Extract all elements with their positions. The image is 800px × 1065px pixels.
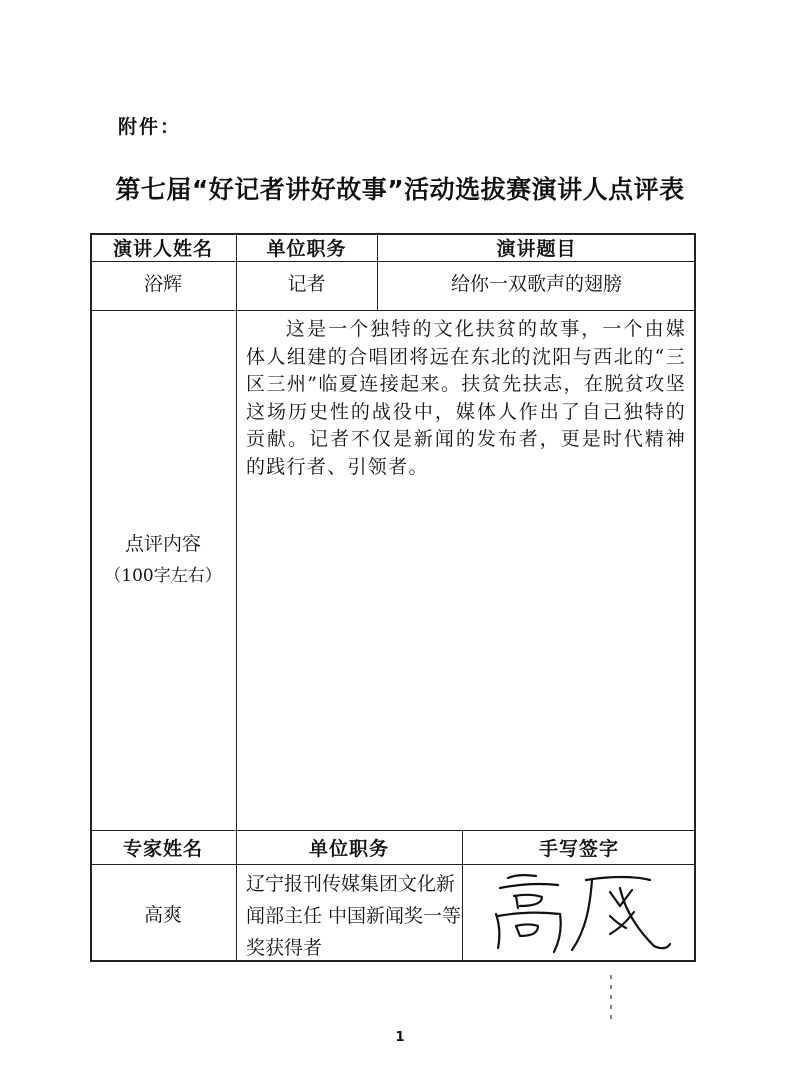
handwritten-signature <box>470 866 690 956</box>
speaker-unit: 记者 <box>287 272 326 295</box>
speaker-name: 浴辉 <box>143 272 182 295</box>
attachment-label: 附件： <box>118 116 182 138</box>
page-title: 第七届“好记者讲好故事”活动选拔赛演讲人点评表 <box>115 175 685 204</box>
header-expert-name: 专家姓名 <box>122 837 203 860</box>
comment-sublabel: （100字左右） <box>104 566 222 586</box>
header-expert-unit: 单位职务 <box>308 837 389 860</box>
page-number: 1 <box>395 1030 405 1045</box>
expert-unit: 辽宁报刊传媒集团文化新闻部主任 中国新闻奖一等奖获得者 <box>246 873 462 959</box>
expert-name: 高爽 <box>143 903 182 926</box>
header-speaker-name: 演讲人姓名 <box>112 237 213 260</box>
header-speaker-unit: 单位职务 <box>266 237 347 260</box>
speech-topic: 给你一双歌声的翅膀 <box>450 272 622 295</box>
row-divider <box>90 310 696 311</box>
comment-text: 这是一个独特的文化扶贫的故事，一个由媒体人组建的合唱团将远在东北的沈阳与西北的“三区三州”临夏连接起来。扶贫先扶志，在脱贫攻坚这场历史性的战役中，媒体人作出了自己独特的贡献。记者不仅是新闻的发布者，更是时代精神的践行者、引领者。 <box>246 318 686 478</box>
header-signature: 手写签字 <box>538 837 619 860</box>
comment-label: 点评内容 <box>124 533 201 555</box>
margin-scan-marks <box>608 975 614 1025</box>
comment-label-block <box>90 520 236 600</box>
header-speech-topic: 演讲题目 <box>496 237 577 260</box>
